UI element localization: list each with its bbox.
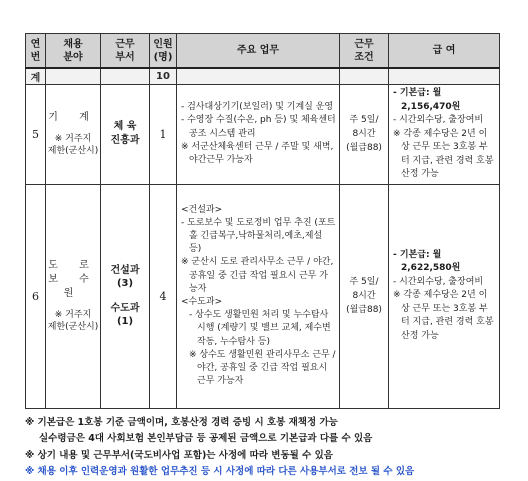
header-duty: 주요 업무 bbox=[177, 34, 340, 69]
dept-name: 수도과 (1) bbox=[110, 303, 140, 327]
list-item: ※ 각종 제수당은 2년 이상 근무 또는 3호봉 부터 지급, 관련 경력 호봉 산정 가능 bbox=[393, 290, 494, 341]
field-note: ※ 거주지 제한(군산시) bbox=[47, 134, 99, 157]
list-item: - 기본급: 월 2,622,580원 bbox=[393, 249, 461, 274]
row-cond bbox=[340, 85, 389, 185]
field-name: 기 계 bbox=[48, 112, 98, 124]
header-seq: 연 번 bbox=[26, 34, 46, 69]
list-item: ※ 상수도 생활민원 관리사무소 근무 / 야간, 공휴일 중 긴급 작업 필요시 근무 가능자 bbox=[189, 349, 336, 387]
duty-list bbox=[177, 99, 339, 169]
list-item: ※ 서군산체육센터 근무 / 주말 및 새벽,야간근무 가능자 bbox=[181, 141, 334, 166]
footnote: ※ 채용 이후 인력운영과 원활한 업무추진 등 시 사정에 따라 다른 사용부서로 전보 될 수 있음 bbox=[25, 466, 415, 477]
dept-name: 체 육 진흥과 bbox=[110, 121, 140, 147]
dept-name: 건설과 (3) bbox=[110, 265, 140, 289]
table-row bbox=[26, 85, 500, 185]
header-dept: 근무 부서 bbox=[101, 34, 150, 69]
list-item: - 시간외수당, 출장여비 bbox=[393, 276, 484, 287]
row-pay bbox=[389, 184, 500, 408]
total-row bbox=[26, 68, 500, 85]
total-count: 10 bbox=[150, 68, 177, 85]
row-duties bbox=[177, 184, 340, 408]
pay-list bbox=[389, 247, 499, 346]
row-count: 4 bbox=[150, 184, 177, 408]
list-item: - 수영장 수질(수온, ph 등) 및 체육센터 공조 시스템 관리 bbox=[181, 115, 336, 139]
list-item: - 도로보수 및 도로정비 업무 추진 (포트홀 긴급복구,낙하물처리,예초,제설 등) bbox=[181, 217, 336, 255]
duty-list bbox=[177, 202, 339, 391]
row-seq: 6 bbox=[26, 184, 46, 408]
work-condition: 주 5일/ 8시간 (월급88) bbox=[346, 277, 382, 315]
list-item: <건설과> bbox=[181, 204, 223, 215]
list-item: - 검사대상기기(보일러) 및 기계실 운영 bbox=[181, 102, 334, 113]
list-item: <수도과> bbox=[181, 297, 223, 307]
header-field: 채용 분야 bbox=[46, 34, 101, 69]
list-item: - 시간외수당, 출장여비 bbox=[393, 115, 484, 125]
footnotes bbox=[25, 415, 499, 481]
list-item: ※ 각종 제수당은 2년 이상 근무 또는 3호봉 부터 지급, 관련 경력 호봉 산정 가능 bbox=[393, 128, 494, 179]
row-dept bbox=[101, 184, 150, 408]
header-row bbox=[26, 34, 500, 69]
header-pay: 급 여 bbox=[389, 34, 500, 69]
recruitment-table bbox=[25, 33, 500, 409]
list-item: - 상수도 생활민원 처리 및 누수탐사 시행 (계량기 및 밸브 교체, 제수변 작동, 누수탐사 등) bbox=[189, 310, 331, 347]
work-condition: 주 5일/ 8시간 (월급88) bbox=[346, 115, 382, 154]
row-cond bbox=[340, 184, 389, 408]
list-item: ※ 군산시 도로 관리사무소 근무 / 야간, 공휴일 중 긴급 작업 필요시 근무 가능자 bbox=[181, 257, 334, 294]
footnote: ※ 기본급은 1호봉 기준 금액이며, 호봉산정 경력 증빙 시 호봉 재책정 가능 bbox=[25, 416, 338, 428]
header-count: 인원 (명) bbox=[150, 34, 177, 69]
recruitment-document bbox=[25, 33, 499, 481]
row-duties bbox=[177, 85, 340, 185]
row-count: 1 bbox=[150, 85, 177, 185]
row-pay bbox=[389, 85, 500, 185]
total-label: 계 bbox=[26, 68, 46, 85]
footnote: ※ 상기 내용 및 근무부서(국도비사업 포함)는 사정에 따라 변동될 수 있음 bbox=[25, 449, 333, 461]
pay-list bbox=[389, 85, 499, 184]
field-name: 도 로 보 수 원 bbox=[48, 260, 98, 299]
footnote: 실수령금은 4대 사회보험 본인부담금 등 공제된 금액으로 기본급과 다를 수 있음 bbox=[39, 433, 373, 444]
field-note: ※ 거주지 제한(군산시) bbox=[47, 310, 99, 332]
header-cond: 근무 조건 bbox=[340, 34, 389, 69]
row-seq: 5 bbox=[26, 85, 46, 185]
row-field bbox=[46, 184, 101, 408]
list-item: - 기본급: 월 2,156,470원 bbox=[393, 88, 461, 112]
row-dept bbox=[101, 85, 150, 185]
table-row bbox=[26, 184, 500, 408]
row-field bbox=[46, 85, 101, 185]
